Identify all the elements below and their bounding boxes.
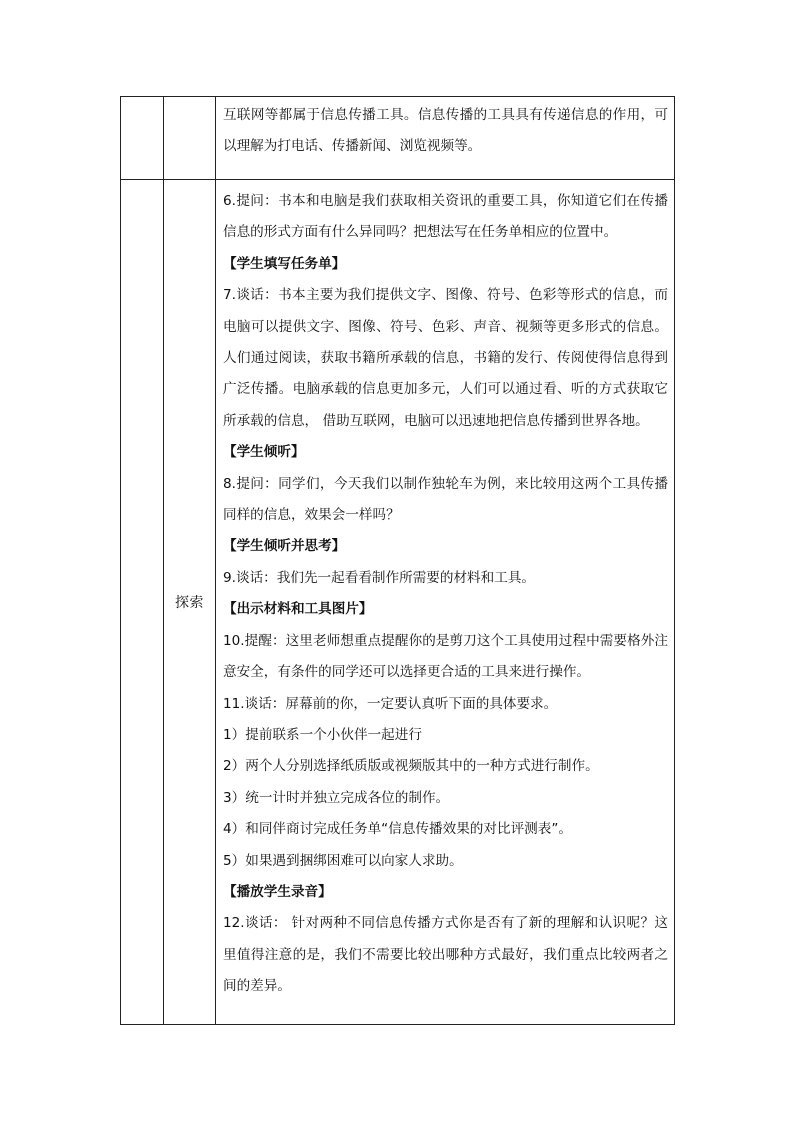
table-row — [121, 97, 675, 180]
paragraph: 11.谈话：屏幕前的你，一定要认真听下面的具体要求。 — [223, 695, 558, 712]
activity-note: 【播放学生录音】 — [223, 883, 332, 900]
activity-note: 【学生填写任务单】 — [223, 255, 346, 272]
paragraph: 12.谈话： 针对两种不同信息传播方式你是否有了新的理解和认识呢？这里值得注意的是，我们不需要比较出哪种方式最好，我们重点比较两者之间的差异。 — [223, 915, 668, 995]
content-cell — [216, 97, 675, 180]
activity-note: 【学生倾听并思考】 — [223, 538, 346, 555]
content-cell — [216, 180, 675, 1025]
activity-note: 【学生倾听】 — [223, 444, 305, 461]
empty-cell — [121, 180, 164, 1025]
requirement-item: 3）统一计时并独立完成各位的制作。 — [223, 789, 450, 806]
paragraph: 9.谈话：我们先一起看看制作所需要的材料和工具。 — [223, 569, 536, 586]
lesson-plan-table — [120, 96, 675, 1025]
activity-note: 【出示材料和工具图片】 — [223, 601, 373, 618]
requirement-item: 1）提前联系一个小伙伴一起进行 — [223, 726, 422, 743]
paragraph: 互联网等都属于信息传播工具。信息传播的工具具有传递信息的作用，可以理解为打电话、传播新闻、浏览视频等。 — [223, 107, 668, 155]
paragraph: 7.谈话：书本主要为我们提供文字、图像、符号、色彩等形式的信息，而电脑可以提供文字、图像、符号、色彩、声音、视频等更多形式的信息。人们通过阅读，获取书籍所承载的信息，书籍的发行、传阅使得信息得到广泛传播。电脑承载的信息更加多元，人们可以通过看、听的方式获取它所承载的信息， 借助互联网，电脑可以迅速地把信息传播到世界各地。 — [223, 287, 668, 429]
table-row — [121, 180, 675, 1025]
stage-label-cell — [164, 97, 216, 180]
requirement-item: 4）和同伴商讨完成任务单“信息传播效果的对比评测表”。 — [223, 821, 572, 838]
requirement-item: 2）两个人分别选择纸质版或视频版其中的一种方式进行制作。 — [223, 758, 599, 775]
paragraph: 10.提醒：这里老师想重点提醒你的是剪刀这个工具使用过程中需要格外注意安全，有条件的同学还可以选择更合适的工具来进行操作。 — [223, 632, 668, 681]
paragraph: 8.提问：同学们，今天我们以制作独轮车为例，来比较用这两个工具传播同样的信息，效果会一样吗？ — [223, 475, 668, 524]
requirement-item: 5）如果遇到捆绑困难可以向家人求助。 — [223, 852, 463, 869]
empty-cell — [121, 97, 164, 180]
paragraph: 6.提问：书本和电脑是我们获取相关资讯的重要工具，你知道它们在传播信息的形式方面有什么异同吗？把想法写在任务单相应的位置中。 — [223, 193, 668, 241]
stage-label: 探索 — [175, 595, 204, 611]
stage-label-cell — [164, 180, 216, 1025]
